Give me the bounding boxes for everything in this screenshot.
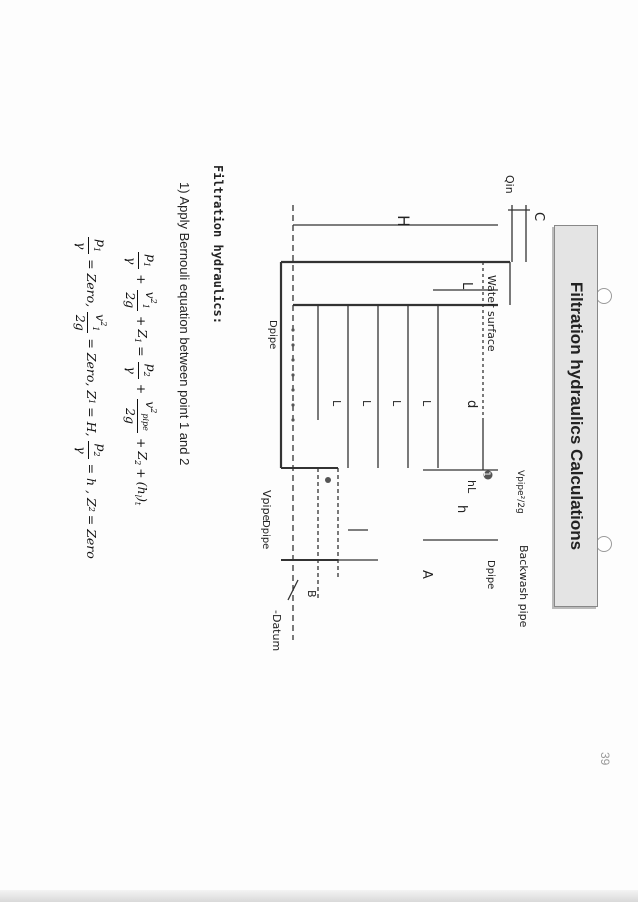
label-H: H bbox=[394, 215, 413, 228]
label-h: h bbox=[454, 505, 469, 514]
label-point-1: 1 bbox=[481, 471, 491, 477]
label-Dpipe2: Dpipe bbox=[267, 320, 278, 350]
v1-squared-over-2g-2: $v^2_1$ 2g bbox=[73, 314, 108, 332]
label-B: B bbox=[305, 590, 318, 598]
label-Lg: L bbox=[360, 400, 373, 407]
z2-term: $Z_2$ bbox=[133, 451, 150, 466]
gravel-dot bbox=[291, 358, 294, 361]
gravel-dot bbox=[291, 343, 294, 346]
gravel-dot bbox=[291, 388, 294, 391]
bernoulli-equation: $p_1$ γ + $v^2_1$ 2g + $Z_1$ = $p_2$ γ + $v^2_{pipe}$ 2g + $Z_2$ + $(h_l)_t$ bbox=[123, 254, 160, 506]
z1-term: $Z_1$ bbox=[133, 329, 150, 344]
label-datum: -Datum bbox=[270, 610, 283, 652]
p1-over-gamma-2: $p_1$ γ bbox=[74, 239, 110, 253]
point-2-marker bbox=[325, 477, 331, 483]
step-1-text: 1) Apply Bernouli equation between point 1 and 2 bbox=[177, 182, 192, 466]
label-Qin: Qin bbox=[503, 175, 516, 194]
label-hL: hL bbox=[465, 480, 478, 494]
gravel-dot bbox=[291, 403, 294, 406]
gravel-dot bbox=[291, 328, 294, 331]
label-A: A bbox=[419, 570, 434, 579]
vpipe-squared-over-2g: $v^2_{pipe}$ 2g bbox=[123, 401, 158, 431]
boundary-conditions: $p_1$ γ = Zero, $v^2_1$ 2g = Zero, Z 1 = H, $p_2$ γ = h , Z 2 = Zero bbox=[73, 239, 110, 559]
gravel-dot bbox=[291, 418, 294, 421]
label-backwash-pipe: Backwash pipe bbox=[517, 545, 530, 628]
label-Vpipe: Vpipe bbox=[260, 490, 273, 522]
label-d: d bbox=[464, 400, 479, 409]
page-number: 39 bbox=[598, 752, 612, 766]
gravel-dot bbox=[291, 373, 294, 376]
p2-over-gamma-2: $p_2$ γ bbox=[74, 443, 110, 457]
headloss-term: $(h_l)_t$ bbox=[133, 481, 150, 506]
label-Dpipe: Dpipe bbox=[260, 520, 271, 550]
label-Lu: L bbox=[330, 400, 343, 407]
label-water-surface: Water surface bbox=[485, 275, 498, 352]
label-vpipe-2g: Vpipe²/2g bbox=[515, 470, 525, 514]
label-LA: L bbox=[420, 400, 433, 407]
label-L: L bbox=[459, 282, 474, 290]
p2-over-gamma: $p_2$ γ bbox=[124, 363, 160, 377]
label-C: C bbox=[531, 212, 546, 222]
v1-squared-over-2g: $v^2_1$ 2g bbox=[123, 291, 158, 309]
label-Ls: L bbox=[390, 400, 403, 407]
page-title: Filtration hydraulics Calculations bbox=[567, 281, 586, 551]
p1-over-gamma: $p_1$ γ bbox=[124, 254, 160, 268]
section-heading: Filtration hydraulics: bbox=[211, 165, 225, 324]
label-backwash-dpipe: Dpipe bbox=[485, 560, 496, 590]
